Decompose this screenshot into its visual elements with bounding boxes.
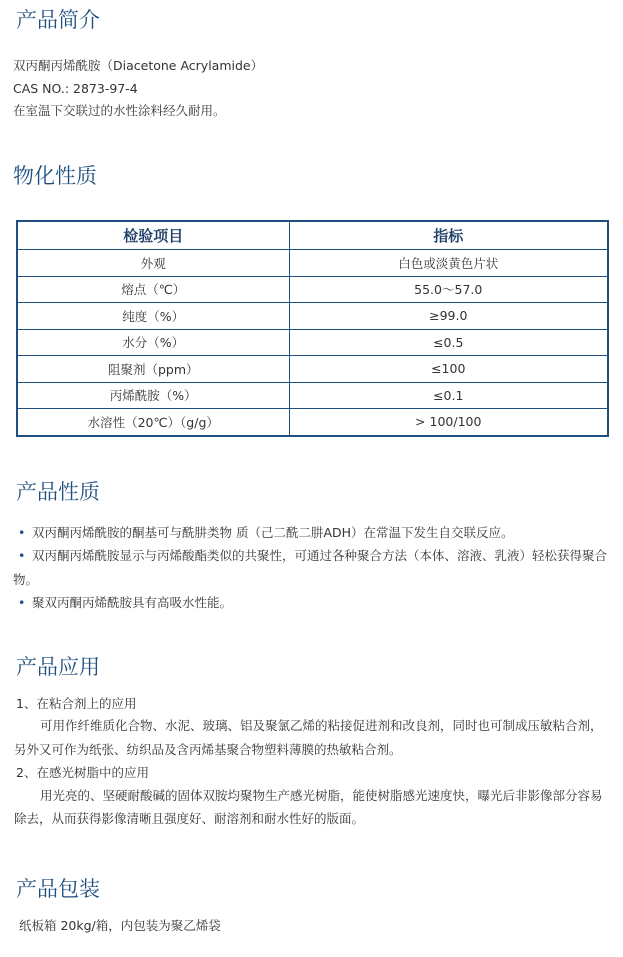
table-row [17, 329, 608, 356]
intro-cas: CAS NO.: 2873-97-4 [13, 81, 138, 96]
app-item2-line2: 除去，从而获得影像清晰且强度好、耐溶剂和耐水性好的版面。 [14, 811, 365, 826]
properties-heading: 物化性质 [13, 164, 97, 188]
packaging-heading: 产品包装 [16, 877, 100, 901]
table-header-item: 检验项目 [17, 221, 289, 250]
table-cell-spec: 白色或淡黄色片状 [289, 250, 608, 277]
bullet-dot-icon: • [18, 548, 26, 563]
table-cell-spec: 55.0～57.0 [289, 276, 608, 303]
intro-heading: 产品简介 [16, 8, 100, 32]
table-header-spec: 指标 [289, 221, 608, 250]
feature-text-2-cont: 物。 [13, 572, 39, 587]
properties-table [16, 220, 609, 437]
feature-bullet-1 [18, 522, 514, 544]
feature-text-1: 双丙酮丙烯酰胺的酮基可与酰肼类物 质（己二酰二肼ADH）在常温下发生自交联反应。 [32, 525, 514, 540]
feature-text-2: 双丙酮丙烯酰胺显示与丙烯酸酯类似的共聚性，可通过各种聚合方法（本体、溶液、乳液）轻松获得聚合 [32, 548, 608, 563]
app-item2-title: 2、在感光树脂中的应用 [16, 765, 149, 780]
app-item2-line1: 用光亮的、坚硬耐酸碱的固体双胺均聚物生产感光树脂，能使树脂感光速度快，曝光后非影像部分容易 [40, 788, 603, 803]
packaging-text: 纸板箱 20kg/箱，内包装为聚乙烯袋 [19, 918, 221, 933]
table-row [17, 382, 608, 409]
feature-text-3: 聚双丙酮丙烯酰胺具有高吸水性能。 [32, 595, 233, 610]
intro-desc: 在室温下交联过的水性涂料经久耐用。 [13, 103, 226, 118]
bullet-dot-icon: • [18, 525, 26, 540]
applications-heading: 产品应用 [16, 655, 100, 679]
feature-bullet-2 [18, 545, 607, 567]
table-cell-item: 丙烯酰胺（%） [17, 382, 289, 409]
bullet-dot-icon: • [18, 595, 26, 610]
table-row [17, 276, 608, 303]
table-cell-spec: ≤100 [289, 356, 608, 383]
table-header-row [17, 221, 608, 250]
table-row [17, 303, 608, 330]
table-cell-spec: > 100/100 [289, 409, 608, 436]
table-cell-spec: ≥99.0 [289, 303, 608, 330]
table-cell-item: 熔点（℃） [17, 276, 289, 303]
table-cell-item: 阻聚剂（ppm） [17, 356, 289, 383]
table-row [17, 356, 608, 383]
table-cell-item: 水分（%） [17, 329, 289, 356]
intro-name: 双丙酮丙烯酰胺（Diacetone Acrylamide） [13, 58, 264, 73]
table-cell-item: 外观 [17, 250, 289, 277]
features-heading: 产品性质 [16, 480, 100, 504]
table-cell-spec: ≤0.1 [289, 382, 608, 409]
app-item1-line1: 可用作纤维质化合物、水泥、玻璃、铝及聚氯乙烯的粘接促进剂和改良剂，同时也可制成压敏粘合剂， [40, 718, 603, 733]
app-item1-line2: 另外又可作为纸张、纺织品及含丙烯基聚合物塑料薄膜的热敏粘合剂。 [14, 742, 402, 757]
table-row [17, 250, 608, 277]
table-cell-spec: ≤0.5 [289, 329, 608, 356]
table-cell-item: 水溶性（20℃）（g/g） [17, 409, 289, 436]
table-row [17, 409, 608, 436]
app-item1-title: 1、在粘合剂上的应用 [16, 696, 137, 711]
table-cell-item: 纯度（%） [17, 303, 289, 330]
feature-bullet-3 [18, 592, 232, 614]
